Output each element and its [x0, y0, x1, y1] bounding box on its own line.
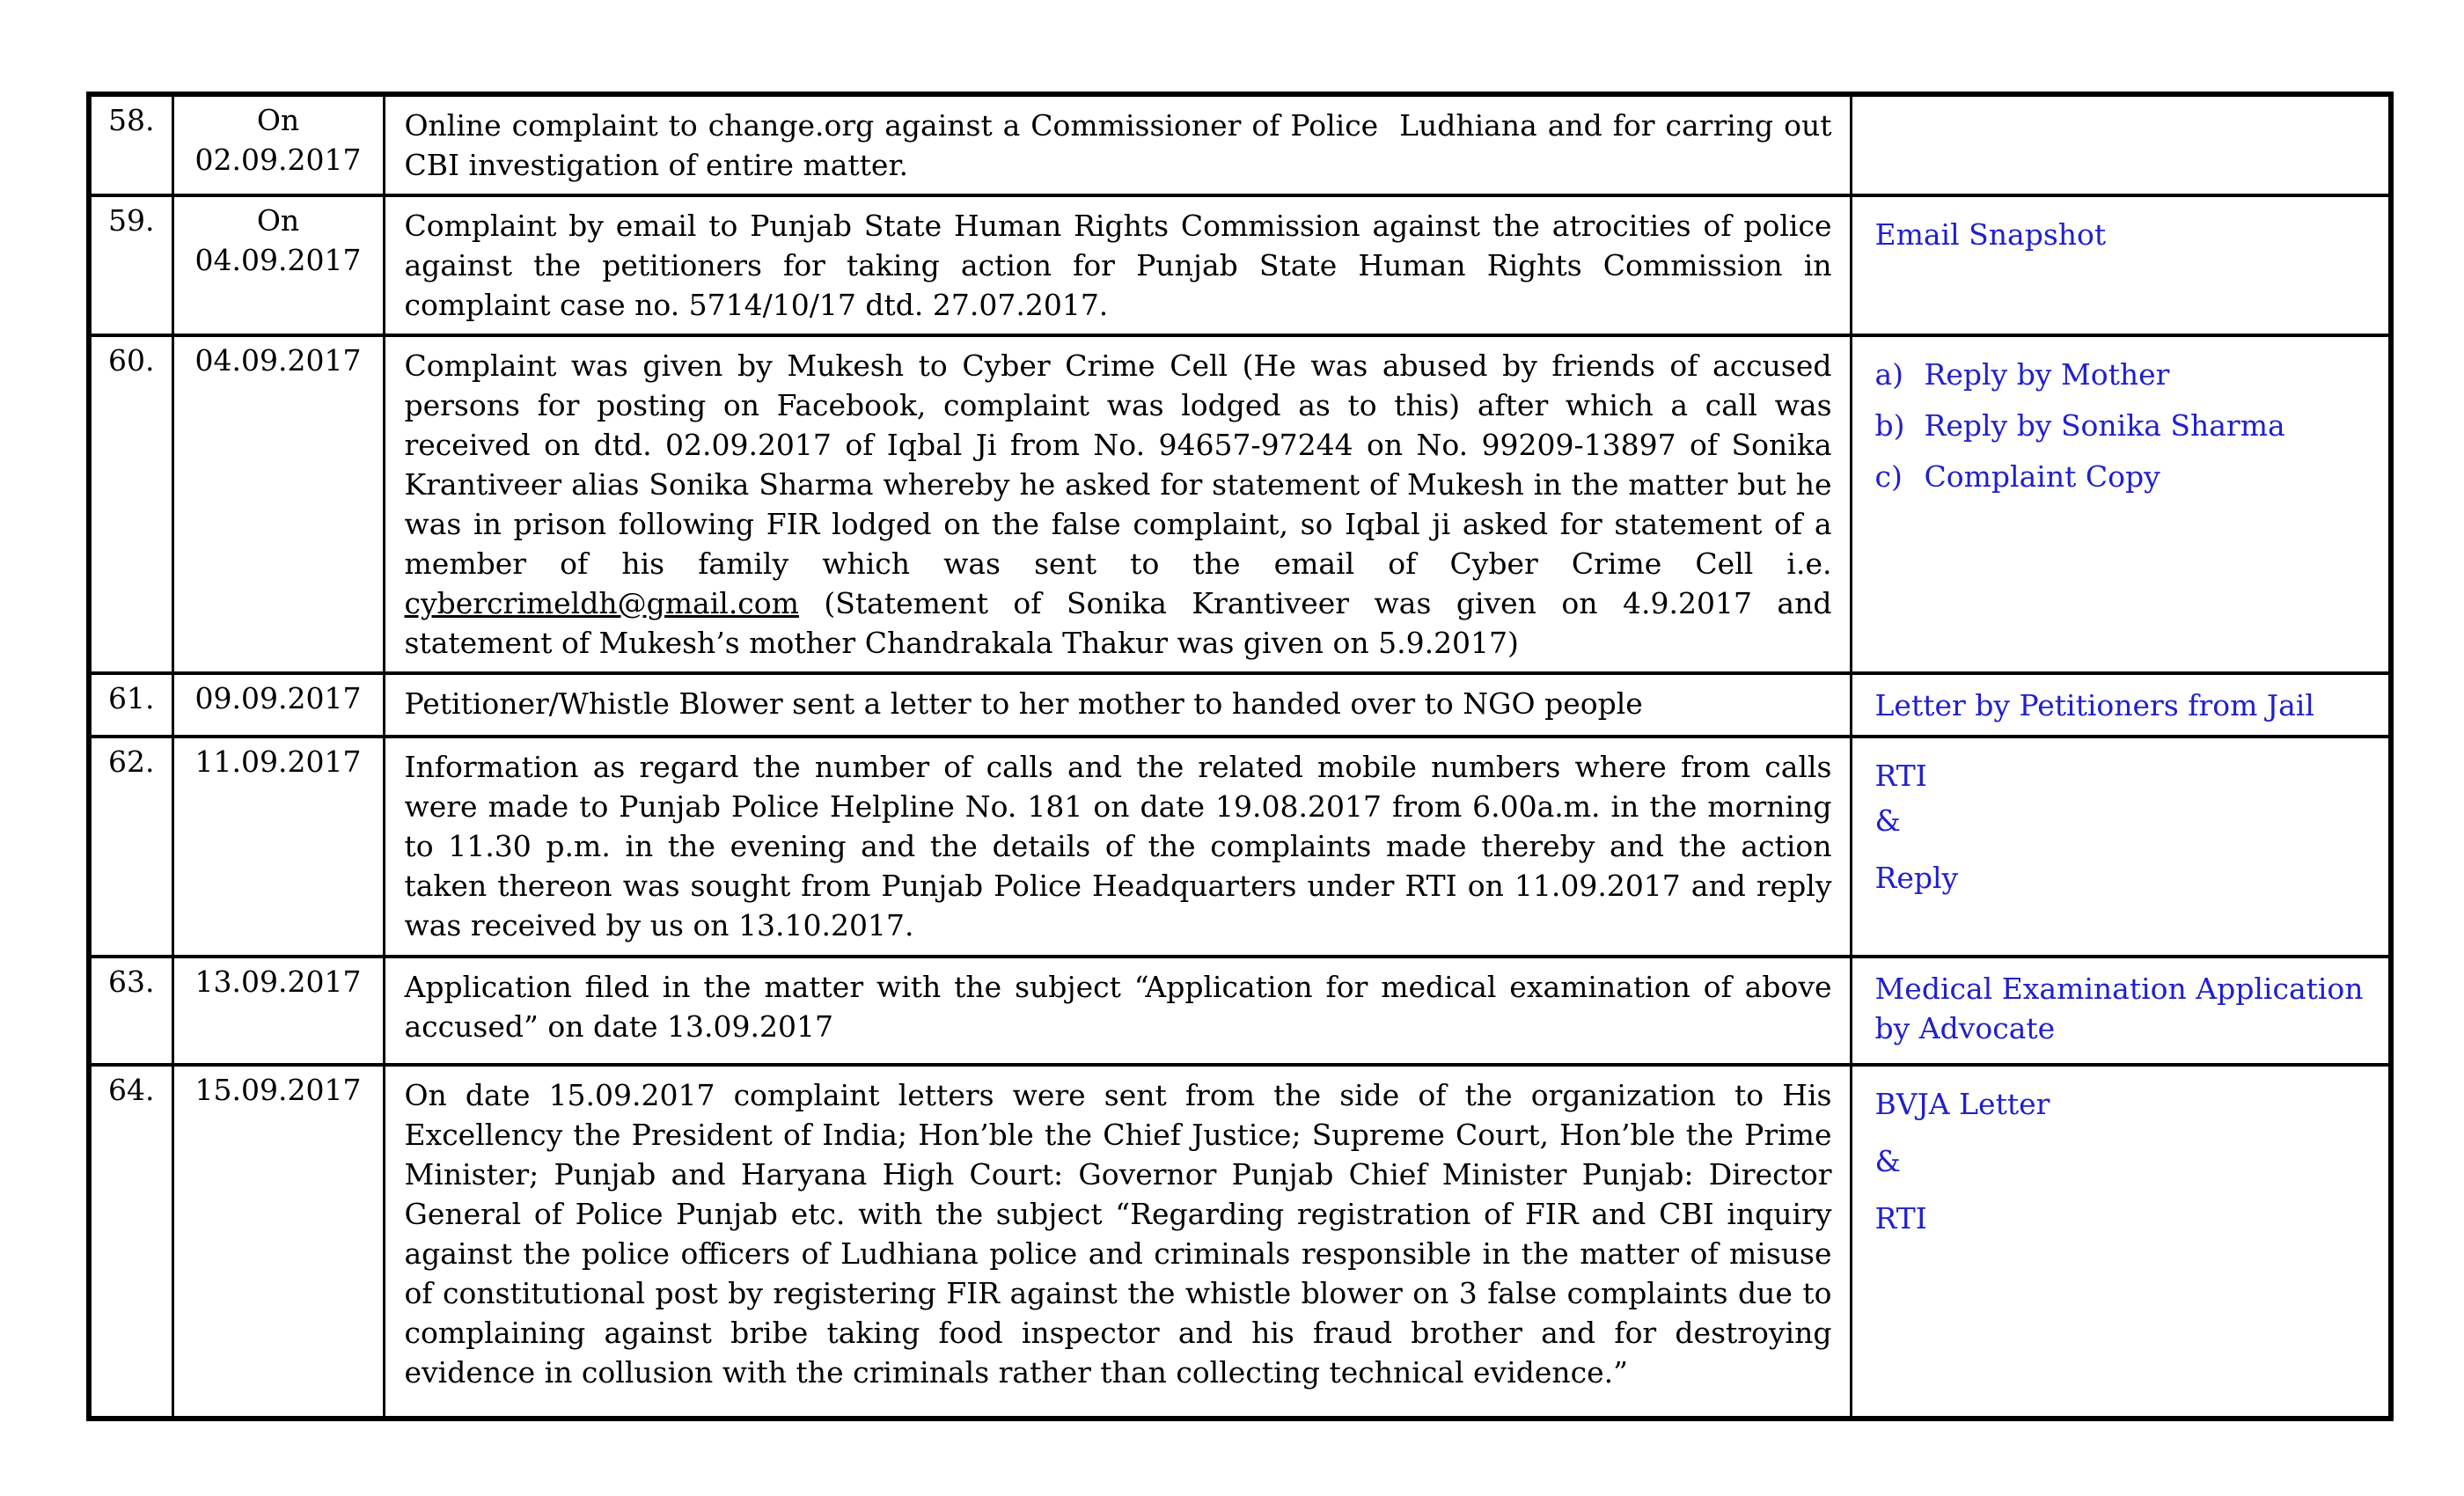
attachments-cell	[1851, 673, 2391, 737]
table-row	[89, 94, 2391, 195]
serial-number: 61.	[89, 673, 172, 737]
list-marker: b)	[1874, 408, 1905, 443]
table-row	[89, 737, 2391, 957]
date-value: 11.09.2017	[194, 744, 362, 779]
attachment-link[interactable]: Reply by Sonika Sharma	[1924, 408, 2285, 443]
event-date	[172, 737, 384, 957]
event-date	[172, 94, 384, 195]
attachments-cell	[1851, 195, 2391, 335]
attachment-link[interactable]: Medical Examination Application by Advocate	[1874, 972, 2364, 1045]
event-date	[172, 673, 384, 737]
table-row	[89, 195, 2391, 335]
attachments-cell	[1851, 1065, 2391, 1419]
date-value: 13.09.2017	[194, 964, 362, 999]
attachments-cell	[1851, 335, 2391, 673]
date-value: 15.09.2017	[194, 1073, 362, 1107]
event-date	[172, 335, 384, 673]
attachments-cell	[1851, 957, 2391, 1065]
attachment-list-item[interactable]	[1875, 406, 2373, 445]
case-events-table	[86, 92, 2394, 1421]
date-value: 09.09.2017	[194, 681, 362, 715]
attachment-link[interactable]: BVJA Letter	[1874, 1087, 2050, 1121]
table-row	[89, 335, 2391, 673]
date-value: 04.09.2017	[194, 243, 362, 277]
serial-number: 62.	[89, 737, 172, 957]
event-date	[172, 195, 384, 335]
event-date	[172, 957, 384, 1065]
event-description: On date 15.09.2017 complaint letters were sent from the side of the organization to His Excellency the President of India; Hon’ble the Chief Justice; Supreme Court, Hon’ble the Prime Minister; Punjab and Haryana High Court: Governor Punjab Chief Minister Punjab: Director General of Police Punjab etc. with the subject “Regarding registration of FIR and CBI inquiry against the police officers of Ludhiana police and criminals responsible in the matter of misuse of constitutional post by registering FIR against the whistle blower on 3 false complaints due to complaining against bribe taking food inspector and his fraud brother and for destroying evidence in collusion with the criminals rather than collecting technical evidence.”	[384, 1065, 1851, 1419]
event-description: Application filed in the matter with the subject “Application for medical examination of above accused” on date 13.09.2017	[384, 957, 1851, 1065]
ampersand-separator: &	[1874, 803, 1901, 838]
attachment-list-item[interactable]	[1875, 457, 2373, 496]
attachments-cell	[1851, 737, 2391, 957]
table-row	[89, 1065, 2391, 1419]
serial-number: 58.	[89, 94, 172, 195]
serial-number: 64.	[89, 1065, 172, 1419]
list-marker: a)	[1874, 357, 1904, 392]
date-prefix: On	[256, 103, 300, 137]
event-description	[384, 335, 1851, 673]
date-value: 02.09.2017	[194, 143, 362, 177]
attachments-cell	[1851, 94, 2391, 195]
description-text: Complaint was given by Mukesh to Cyber Crime Cell (He was abused by friends of accused persons for posting on Facebook, complaint was lodged as to this) after which a call was received on dtd. 02.09.2017 of Iqbal Ji from No. 94657-97244 on No. 99209-13897 of Sonika Krantiveer alias Sonika Sharma whereby he asked for statement of Mukesh in the matter but he was in prison following FIR lodged on the false complaint, so Iqbal ji asked for statement of a member of his family which was sent to the email of Cyber Crime Cell i.e.	[404, 348, 1841, 581]
email-link[interactable]: cybercrimeldh@gmail.com	[404, 586, 799, 620]
event-description: Complaint by email to Punjab State Human Rights Commission against the atrocities of police against the petitioners for taking action for Punjab State Human Rights Commission in complaint case no. 5714/10/17 dtd. 27.07.2017.	[384, 195, 1851, 335]
attachment-link[interactable]: Letter by Petitioners from Jail	[1874, 688, 2314, 722]
ampersand-separator: &	[1874, 1144, 1901, 1178]
attachment-list-item[interactable]	[1875, 355, 2373, 394]
description-text: (Statement of Sonika Krantiveer was given on 4.9.2017 and statement of Mukesh’s mother Chandrakala Thakur was given on 5.9.2017)	[404, 586, 1841, 660]
serial-number: 63.	[89, 957, 172, 1065]
list-marker: c)	[1874, 459, 1903, 494]
table-row	[89, 673, 2391, 737]
event-description: Online complaint to change.org against a Commissioner of Police Ludhiana and for carring out CBI investigation of entire matter.	[384, 94, 1851, 195]
attachment-link[interactable]: RTI	[1874, 759, 1927, 793]
date-value: 04.09.2017	[194, 343, 362, 378]
serial-number: 60.	[89, 335, 172, 673]
serial-number: 59.	[89, 195, 172, 335]
event-date	[172, 1065, 384, 1419]
attachment-link[interactable]: Email Snapshot	[1874, 217, 2107, 252]
attachment-link[interactable]: Reply by Mother	[1924, 357, 2170, 392]
event-description: Information as regard the number of calls and the related mobile numbers where from calls were made to Punjab Police Helpline No. 181 on date 19.08.2017 from 6.00a.m. in the morning to 11.30 p.m. in the evening and the details of the complaints made thereby and the action taken thereon was sought from Punjab Police Headquarters under RTI on 11.09.2017 and reply was received by us on 13.10.2017.	[384, 737, 1851, 957]
table-row	[89, 957, 2391, 1065]
attachment-link[interactable]: RTI	[1874, 1201, 1927, 1236]
attachment-link[interactable]: Reply	[1874, 861, 1959, 895]
event-description: Petitioner/Whistle Blower sent a letter to her mother to handed over to NGO people	[384, 673, 1851, 737]
date-prefix: On	[256, 203, 300, 238]
attachment-link[interactable]: Complaint Copy	[1924, 459, 2160, 494]
